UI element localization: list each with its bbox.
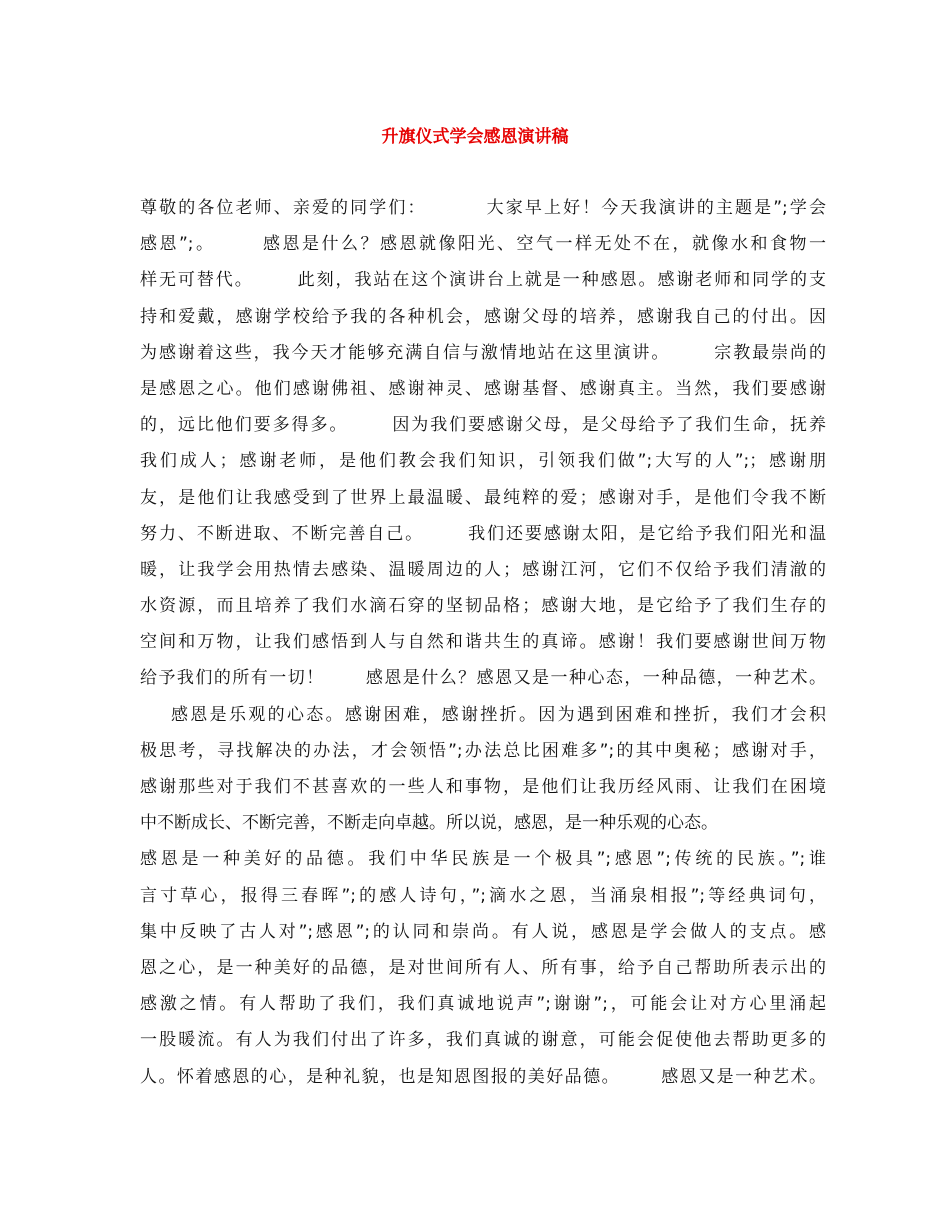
text-line: 人。怀着感恩的心，是种礼貌，也是知恩图报的美好品德。 感恩又是一种艺术。	[140, 1066, 826, 1087]
text-line: 尊敬的各位老师、亲爱的同学们： 大家早上好！今天我演讲的主题是”;学会	[140, 198, 826, 218]
text-line: 感激之情。有人帮助了我们，我们真诚地说声”;谢谢”;，可能会让对方心里涌起	[140, 994, 826, 1015]
text-line: 暖，让我学会用热情去感染、温暖周边的人；感谢江河，它们不仅给予我们清澈的	[140, 559, 826, 580]
text-line: 给予我们的所有一切！ 感恩是什么？感恩又是一种心态，一种品德，一种艺术。	[140, 668, 826, 689]
text-line: 感恩是一种美好的品德。我们中华民族是一个极具”;感恩”;传统的民族。”;谁	[140, 849, 826, 870]
text-line: 极思考，寻找解决的办法，才会领悟”;办法总比困难多”;的其中奥秘；感谢对手，	[140, 740, 826, 761]
text-line: 感恩是乐观的心态。感谢困难，感谢挫折。因为遇到困难和挫折，我们才会积	[140, 704, 826, 725]
text-line: 是感恩之心。他们感谢佛祖、感谢神灵、感谢基督、感谢真主。当然，我们要感谢	[140, 378, 826, 399]
text-line: 友，是他们让我感受到了世界上最温暖、最纯粹的爱；感谢对手，是他们令我不断	[140, 487, 826, 508]
text-line: 感恩”;。 感恩是什么？感恩就像阳光、空气一样无处不在，就像水和食物一	[140, 234, 826, 255]
speech-body	[140, 190, 826, 1095]
text-line: 恩之心，是一种美好的品德，是对世间所有人、所有事，给予自己帮助所表示出的	[140, 957, 826, 978]
text-line: 样无可替代。 此刻，我站在这个演讲台上就是一种感恩。感谢老师和同学的支	[140, 270, 826, 291]
text-line: 为感谢着这些，我今天才能够充满自信与激情地站在这里演讲。 宗教最崇尚的	[140, 342, 826, 363]
text-line: 我们成人；感谢老师，是他们教会我们知识，引领我们做”;大写的人”;；感谢朋	[140, 451, 826, 472]
text-line: 的，远比他们要多得多。 因为我们要感谢父母，是父母给予了我们生命，抚养	[140, 415, 826, 436]
text-line: 持和爱戴，感谢学校给予我的各种机会，感谢父母的培养，感谢我自己的付出。因	[140, 306, 826, 327]
text-line: 一股暖流。有人为我们付出了许多，我们真诚的谢意，可能会促使他去帮助更多的	[140, 1030, 826, 1051]
text-line: 努力、不断进取、不断完善自己。 我们还要感谢太阳，是它给予我们阳光和温	[140, 523, 826, 544]
text-line: 水资源，而且培养了我们水滴石穿的坚韧品格；感谢大地，是它给予了我们生存的	[140, 596, 826, 617]
text-line: 中不断成长、不断完善，不断走向卓越。所以说，感恩，是一种乐观的心态。	[140, 813, 718, 834]
text-line: 言寸草心，报得三春晖”;的感人诗句，”;滴水之恩，当涌泉相报”;等经典词句，	[140, 885, 826, 906]
text-line: 空间和万物，让我们感悟到人与自然和谐共生的真谛。感谢！我们要感谢世间万物	[140, 632, 826, 653]
text-line: 感谢那些对于我们不甚喜欢的一些人和事物，是他们让我历经风雨、让我们在困境	[140, 777, 826, 797]
text-line: 集中反映了古人对”;感恩”;的认同和崇尚。有人说，感恩是学会做人的支点。感	[140, 921, 826, 942]
document-title: 升旗仪式学会感恩演讲稿	[381, 127, 569, 147]
